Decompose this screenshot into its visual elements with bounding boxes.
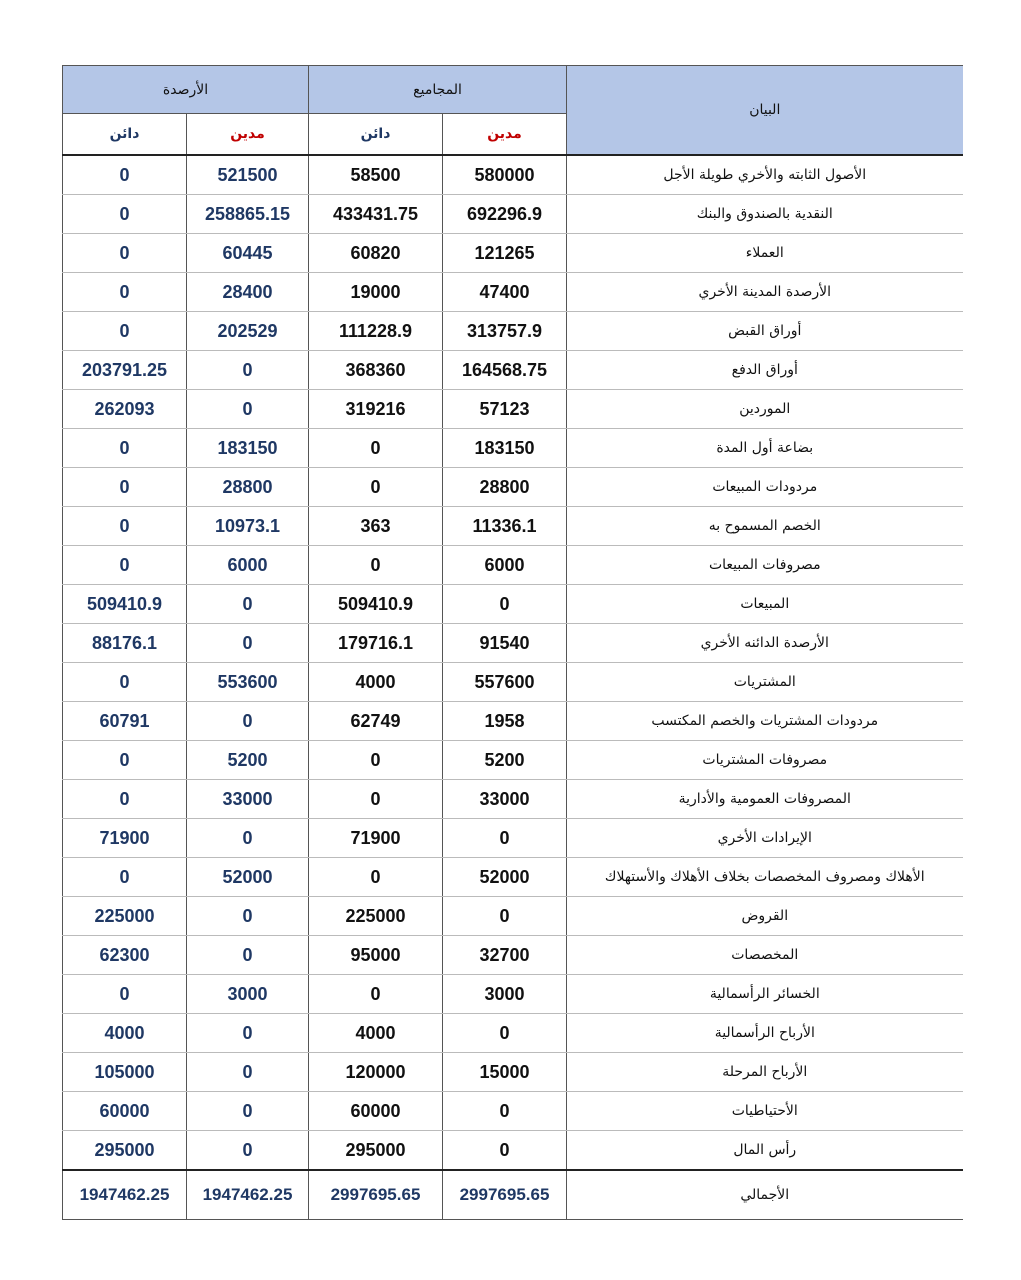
total-credit-cell: 0 <box>309 975 443 1014</box>
total-credit-cell: 368360 <box>309 351 443 390</box>
total-credit-cell: 60000 <box>309 1092 443 1131</box>
total-debit-cell: 52000 <box>443 858 567 897</box>
balance-debit-cell: 6000 <box>187 546 309 585</box>
balance-debit-cell: 521500 <box>187 155 309 195</box>
total-debit-cell: 0 <box>443 1014 567 1053</box>
total-debit-cell: 33000 <box>443 780 567 819</box>
total-credit-cell: 71900 <box>309 819 443 858</box>
account-name-cell: الخسائر الرأسمالية <box>567 975 963 1014</box>
total-credit-cell: 4000 <box>309 663 443 702</box>
balance-debit-cell: 5200 <box>187 741 309 780</box>
balance-debit-cell: 553600 <box>187 663 309 702</box>
total-credit-cell: 0 <box>309 741 443 780</box>
account-name-cell: الأهلاك ومصروف المخصصات بخلاف الأهلاك والأستهلاك <box>567 858 963 897</box>
total-credit-cell: 0 <box>309 468 443 507</box>
table-row <box>63 1131 963 1171</box>
table-row <box>63 780 963 819</box>
table-row <box>63 585 963 624</box>
table-row <box>63 351 963 390</box>
total-credit-cell: 60820 <box>309 234 443 273</box>
description-header: البيان <box>567 66 963 156</box>
table-row <box>63 195 963 234</box>
total-credit-cell: 62749 <box>309 702 443 741</box>
account-name-cell: الخصم المسموح به <box>567 507 963 546</box>
balance-debit-cell: 0 <box>187 624 309 663</box>
account-name-cell: الموردين <box>567 390 963 429</box>
account-name-cell: مصروفات المبيعات <box>567 546 963 585</box>
total-credit-cell: 4000 <box>309 1014 443 1053</box>
account-name-cell: الأرباح المرحلة <box>567 1053 963 1092</box>
balance-debit-cell: 183150 <box>187 429 309 468</box>
balance-credit-cell: 0 <box>63 975 187 1014</box>
balance-credit-cell: 0 <box>63 741 187 780</box>
grand-total-label: الأجمالي <box>567 1170 963 1220</box>
totals-header: المجاميع <box>309 66 567 114</box>
total-credit-cell: 0 <box>309 780 443 819</box>
total-debit-cell: 164568.75 <box>443 351 567 390</box>
balance-debit-cell: 0 <box>187 1092 309 1131</box>
table-row <box>63 546 963 585</box>
account-name-cell: القروض <box>567 897 963 936</box>
balance-debit-cell: 202529 <box>187 312 309 351</box>
total-debit-cell: 121265 <box>443 234 567 273</box>
total-debit-cell: 580000 <box>443 155 567 195</box>
balance-credit-cell: 0 <box>63 155 187 195</box>
table-row <box>63 1092 963 1131</box>
balance-debit-cell: 0 <box>187 897 309 936</box>
total-credit-cell: 319216 <box>309 390 443 429</box>
balance-debit-cell: 0 <box>187 1014 309 1053</box>
total-debit-cell: 692296.9 <box>443 195 567 234</box>
balances-header: الأرصدة <box>63 66 309 114</box>
total-debit-cell: 0 <box>443 585 567 624</box>
balance-debit-cell: 10973.1 <box>187 507 309 546</box>
balance-debit-cell: 0 <box>187 819 309 858</box>
grand-total-debit: 2997695.65 <box>443 1170 567 1220</box>
total-debit-cell: 313757.9 <box>443 312 567 351</box>
balance-debit-cell: 3000 <box>187 975 309 1014</box>
account-name-cell: المخصصات <box>567 936 963 975</box>
account-name-cell: العملاء <box>567 234 963 273</box>
total-debit-cell: 3000 <box>443 975 567 1014</box>
balance-credit-cell: 0 <box>63 429 187 468</box>
balance-debit-cell: 0 <box>187 390 309 429</box>
total-debit-cell: 557600 <box>443 663 567 702</box>
table-row <box>63 702 963 741</box>
table-row <box>63 624 963 663</box>
balance-credit-cell: 60791 <box>63 702 187 741</box>
balance-credit-cell: 509410.9 <box>63 585 187 624</box>
trial-balance-table <box>62 65 963 1220</box>
balance-debit-cell: 28400 <box>187 273 309 312</box>
total-credit-cell: 19000 <box>309 273 443 312</box>
balance-debit-cell: 0 <box>187 936 309 975</box>
balance-credit-header: دائن <box>63 114 187 156</box>
balance-credit-cell: 0 <box>63 312 187 351</box>
balance-credit-cell: 88176.1 <box>63 624 187 663</box>
total-debit-cell: 0 <box>443 897 567 936</box>
total-debit-cell: 1958 <box>443 702 567 741</box>
account-name-cell: المصروفات العمومية والأدارية <box>567 780 963 819</box>
account-name-cell: مردودات المبيعات <box>567 468 963 507</box>
table-row <box>63 155 963 195</box>
table-row <box>63 897 963 936</box>
total-debit-cell: 0 <box>443 1131 567 1171</box>
balance-debit-header: مدين <box>187 114 309 156</box>
account-name-cell: النقدية بالصندوق والبنك <box>567 195 963 234</box>
total-credit-cell: 179716.1 <box>309 624 443 663</box>
account-name-cell: مصروفات المشتريات <box>567 741 963 780</box>
account-name-cell: المشتريات <box>567 663 963 702</box>
total-debit-cell: 91540 <box>443 624 567 663</box>
balance-debit-cell: 0 <box>187 351 309 390</box>
balance-credit-cell: 0 <box>63 858 187 897</box>
table-row <box>63 273 963 312</box>
account-name-cell: الإيرادات الأخري <box>567 819 963 858</box>
table-row <box>63 975 963 1014</box>
grand-total-balance-debit: 1947462.25 <box>187 1170 309 1220</box>
total-credit-cell: 225000 <box>309 897 443 936</box>
grand-total-credit: 2997695.65 <box>309 1170 443 1220</box>
balance-credit-cell: 105000 <box>63 1053 187 1092</box>
total-debit-cell: 0 <box>443 819 567 858</box>
table-row <box>63 1014 963 1053</box>
balance-credit-cell: 4000 <box>63 1014 187 1053</box>
balance-credit-cell: 203791.25 <box>63 351 187 390</box>
total-credit-cell: 58500 <box>309 155 443 195</box>
total-debit-cell: 15000 <box>443 1053 567 1092</box>
balance-credit-cell: 62300 <box>63 936 187 975</box>
total-credit-cell: 120000 <box>309 1053 443 1092</box>
balance-credit-cell: 0 <box>63 546 187 585</box>
balance-credit-cell: 0 <box>63 195 187 234</box>
total-debit-header: مدين <box>443 114 567 156</box>
table-row <box>63 468 963 507</box>
total-credit-cell: 0 <box>309 546 443 585</box>
table-row <box>63 663 963 702</box>
total-debit-cell: 32700 <box>443 936 567 975</box>
total-debit-cell: 5200 <box>443 741 567 780</box>
total-debit-cell: 28800 <box>443 468 567 507</box>
total-debit-cell: 6000 <box>443 546 567 585</box>
account-name-cell: المبيعات <box>567 585 963 624</box>
total-credit-cell: 111228.9 <box>309 312 443 351</box>
account-name-cell: الأحتياطيات <box>567 1092 963 1131</box>
table-row <box>63 390 963 429</box>
balance-credit-cell: 0 <box>63 507 187 546</box>
total-debit-cell: 57123 <box>443 390 567 429</box>
total-debit-cell: 11336.1 <box>443 507 567 546</box>
balance-credit-cell: 0 <box>63 663 187 702</box>
total-credit-cell: 295000 <box>309 1131 443 1171</box>
balance-credit-cell: 0 <box>63 780 187 819</box>
table-row <box>63 429 963 468</box>
balance-debit-cell: 0 <box>187 585 309 624</box>
balance-credit-cell: 0 <box>63 468 187 507</box>
table-row <box>63 234 963 273</box>
total-debit-cell: 0 <box>443 1092 567 1131</box>
balance-debit-cell: 0 <box>187 1131 309 1171</box>
balance-debit-cell: 28800 <box>187 468 309 507</box>
total-debit-cell: 47400 <box>443 273 567 312</box>
account-name-cell: بضاعة أول المدة <box>567 429 963 468</box>
total-credit-cell: 509410.9 <box>309 585 443 624</box>
account-name-cell: أوراق الدفع <box>567 351 963 390</box>
total-credit-cell: 363 <box>309 507 443 546</box>
account-name-cell: الأرباح الرأسمالية <box>567 1014 963 1053</box>
balance-credit-cell: 262093 <box>63 390 187 429</box>
balance-debit-cell: 33000 <box>187 780 309 819</box>
balance-debit-cell: 60445 <box>187 234 309 273</box>
grand-total-balance-credit: 1947462.25 <box>63 1170 187 1220</box>
balance-debit-cell: 0 <box>187 1053 309 1092</box>
balance-credit-cell: 0 <box>63 234 187 273</box>
table-row <box>63 858 963 897</box>
account-name-cell: الأرصدة الدائنه الأخري <box>567 624 963 663</box>
table-row <box>63 819 963 858</box>
table-row <box>63 936 963 975</box>
table-row <box>63 507 963 546</box>
table-row <box>63 312 963 351</box>
account-name-cell: رأس المال <box>567 1131 963 1171</box>
account-name-cell: مردودات المشتريات والخصم المكتسب <box>567 702 963 741</box>
total-debit-cell: 183150 <box>443 429 567 468</box>
total-credit-header: دائن <box>309 114 443 156</box>
total-credit-cell: 0 <box>309 858 443 897</box>
account-name-cell: أوراق القبض <box>567 312 963 351</box>
table-row <box>63 741 963 780</box>
balance-debit-cell: 0 <box>187 702 309 741</box>
account-name-cell: الأرصدة المدينة الأخري <box>567 273 963 312</box>
balance-debit-cell: 258865.15 <box>187 195 309 234</box>
balance-credit-cell: 0 <box>63 273 187 312</box>
balance-credit-cell: 60000 <box>63 1092 187 1131</box>
account-rows <box>63 155 963 1170</box>
balance-debit-cell: 52000 <box>187 858 309 897</box>
balance-credit-cell: 225000 <box>63 897 187 936</box>
grand-total-row <box>63 1170 963 1220</box>
total-credit-cell: 0 <box>309 429 443 468</box>
balance-credit-cell: 71900 <box>63 819 187 858</box>
table-row <box>63 1053 963 1092</box>
account-name-cell: الأصول الثابته والأخري طويلة الأجل <box>567 155 963 195</box>
balance-credit-cell: 295000 <box>63 1131 187 1171</box>
total-credit-cell: 433431.75 <box>309 195 443 234</box>
total-credit-cell: 95000 <box>309 936 443 975</box>
